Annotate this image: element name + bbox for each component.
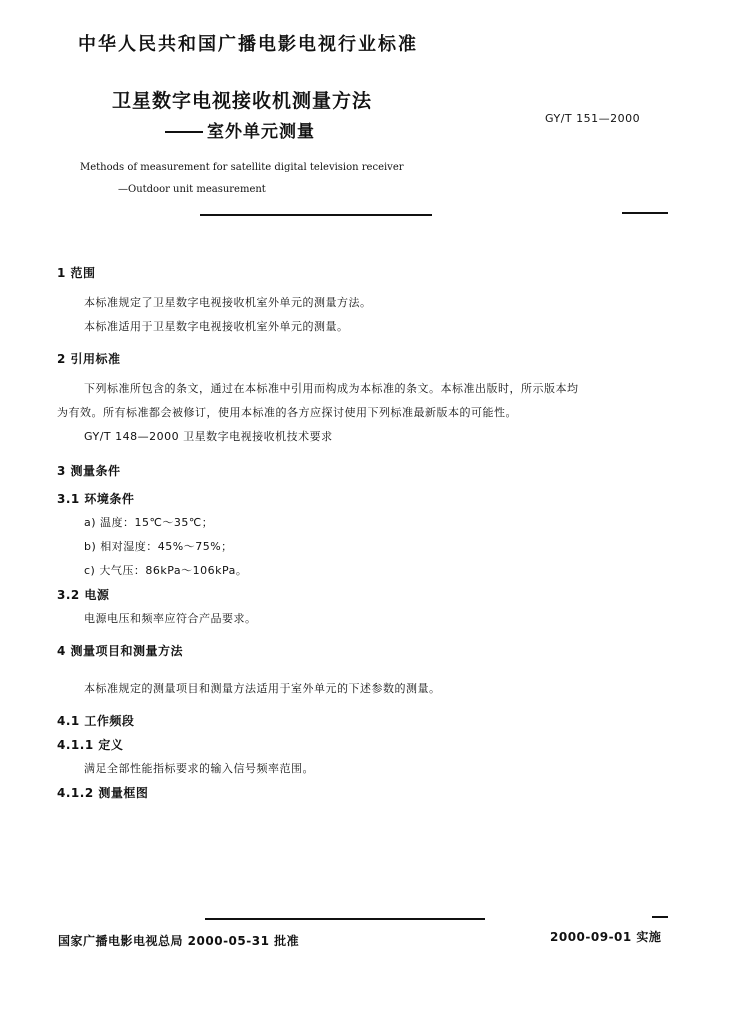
section-1-heading: 1 范围 bbox=[57, 266, 96, 280]
section-2-reference: GY/T 148—2000 卫星数字电视接收机技术要求 bbox=[84, 430, 333, 443]
section-4-1-2-heading: 4.1.2 测量框图 bbox=[57, 786, 149, 800]
section-4-1-1-paragraph: 满足全部性能指标要求的输入信号频率范围。 bbox=[84, 762, 314, 775]
document-title-line2 bbox=[165, 117, 315, 142]
approval-line: 国家广播电影电视总局 2000-05-31 批准 bbox=[58, 934, 300, 948]
section-3-1-item-a: a) 温度：15℃～35℃； bbox=[84, 516, 214, 529]
section-3-1-item-b: b) 相对湿度：45%～75%； bbox=[84, 540, 233, 553]
section-3-2-heading: 3.2 电源 bbox=[57, 588, 110, 602]
section-1-paragraph-1: 本标准规定了卫星数字电视接收机室外单元的测量方法。 bbox=[84, 296, 372, 309]
section-2-paragraph-2: 为有效。所有标准都会被修订，使用本标准的各方应探讨使用下列标准最新版本的可能性。 bbox=[57, 406, 517, 419]
document-title-line1: 卫星数字电视接收机测量方法 bbox=[112, 90, 373, 112]
section-2-paragraph-1: 下列标准所包含的条文，通过在本标准中引用而构成为本标准的条文。本标准出版时，所示版本均 bbox=[84, 382, 579, 395]
title-dash bbox=[165, 131, 203, 133]
standard-header: 中华人民共和国广播电影电视行业标准 bbox=[78, 34, 418, 55]
standard-number: GY/T 151—2000 bbox=[545, 112, 641, 125]
implementation-date: 2000-09-01 实施 bbox=[550, 930, 662, 944]
english-title-line1: Methods of measurement for satellite digital television receiver bbox=[80, 162, 404, 173]
section-3-heading: 3 测量条件 bbox=[57, 464, 121, 478]
footer-divider-right bbox=[652, 916, 668, 918]
title-divider bbox=[200, 214, 432, 216]
section-4-paragraph: 本标准规定的测量项目和测量方法适用于室外单元的下述参数的测量。 bbox=[84, 682, 441, 695]
section-4-1-1-heading: 4.1.1 定义 bbox=[57, 738, 124, 752]
section-3-2-paragraph: 电源电压和频率应符合产品要求。 bbox=[84, 612, 257, 625]
section-4-heading: 4 测量项目和测量方法 bbox=[57, 644, 184, 658]
section-3-1-heading: 3.1 环境条件 bbox=[57, 492, 135, 506]
document-title-line2-text: 室外单元测量 bbox=[207, 122, 315, 142]
section-3-1-item-c: c) 大气压：86kPa～106kPa。 bbox=[84, 564, 248, 577]
section-2-heading: 2 引用标准 bbox=[57, 352, 121, 366]
section-1-paragraph-2: 本标准适用于卫星数字电视接收机室外单元的测量。 bbox=[84, 320, 349, 333]
footer-divider bbox=[205, 918, 485, 920]
section-4-1-heading: 4.1 工作频段 bbox=[57, 714, 135, 728]
title-divider-right bbox=[622, 212, 668, 214]
english-title-line2: —Outdoor unit measurement bbox=[118, 184, 266, 195]
